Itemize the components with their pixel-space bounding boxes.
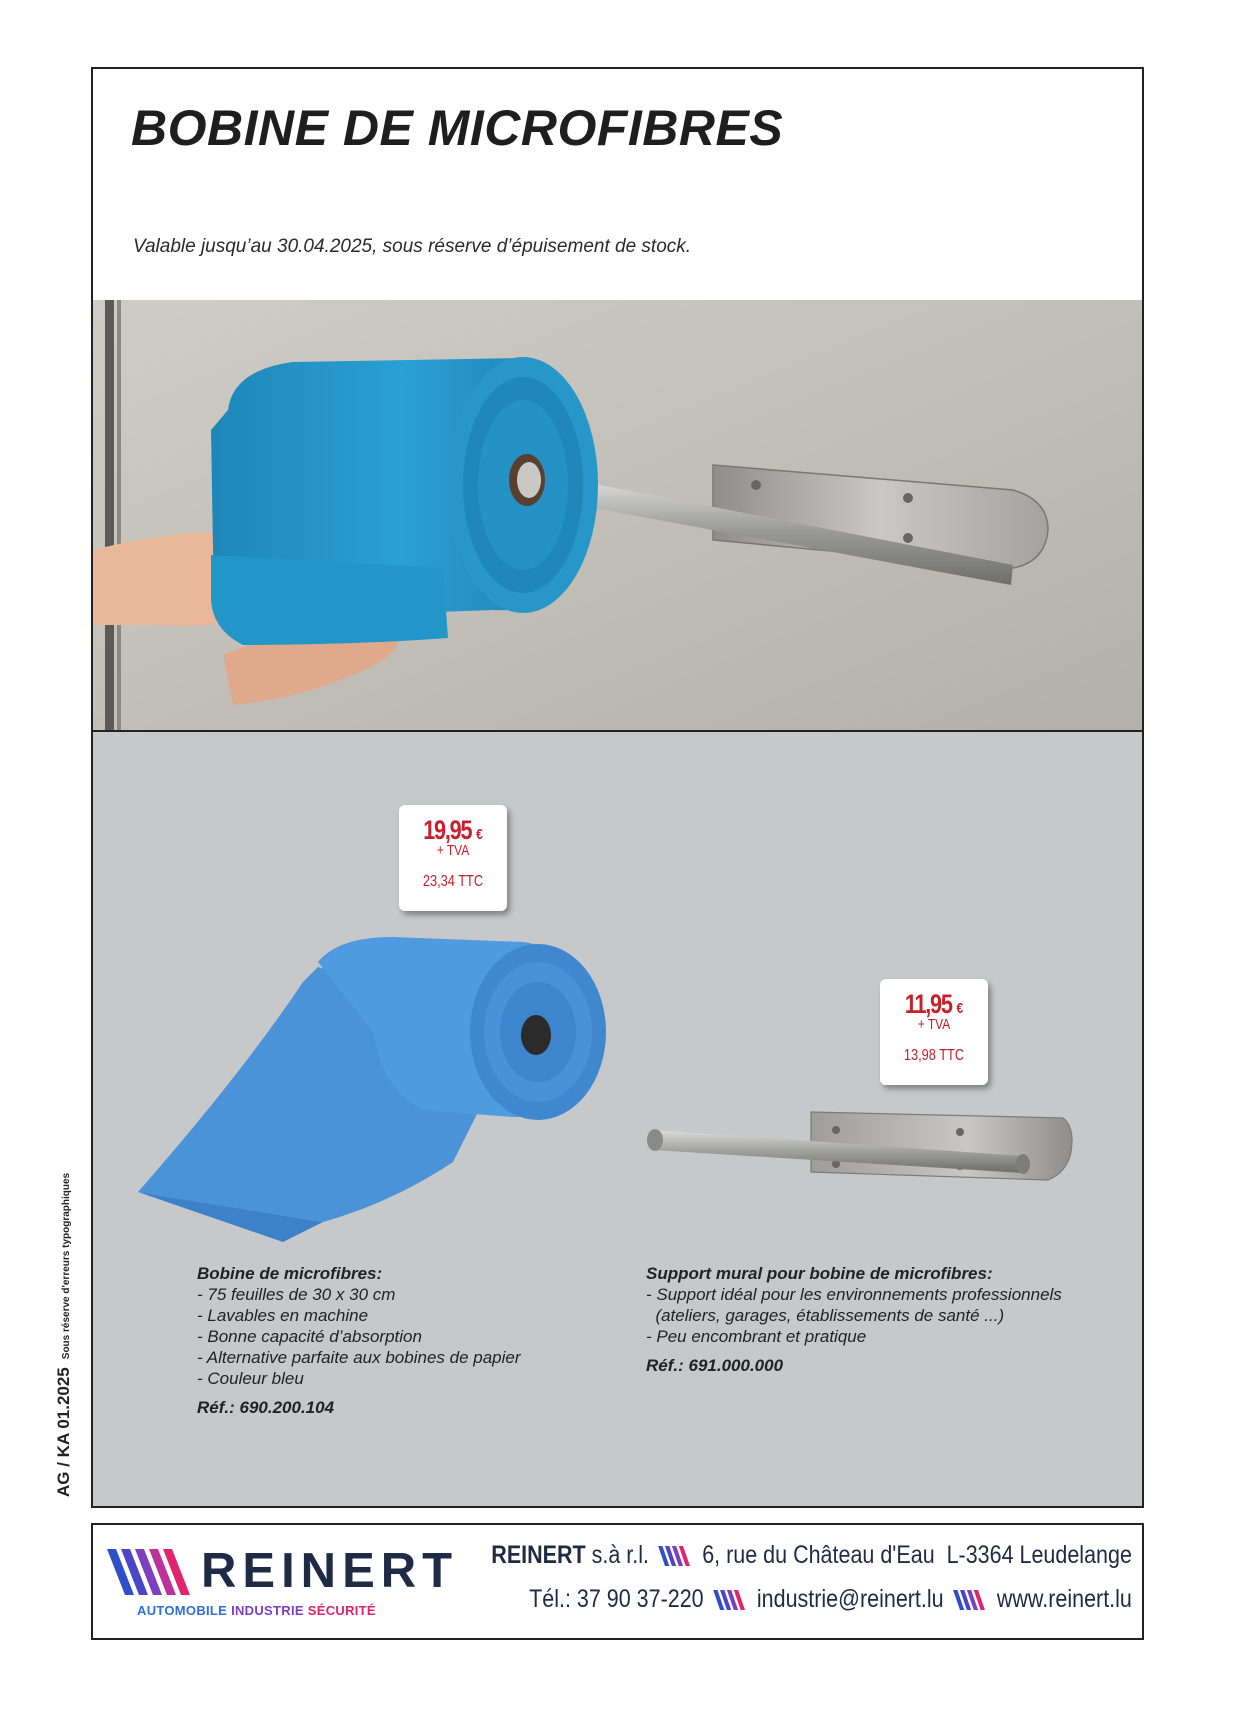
price-roll-vat: + TVA — [436, 842, 470, 859]
description-roll — [197, 1263, 521, 1418]
price-holder-value: 11,95 — [904, 989, 952, 1019]
price-roll-currency: € — [476, 826, 483, 843]
logo-tagline — [137, 1603, 376, 1618]
feature-item: - 75 feuilles de 30 x 30 cm — [197, 1285, 396, 1304]
feature-item: - Support idéal pour les environnements professionnels — [646, 1285, 1062, 1304]
stripe-separator-icon — [659, 1546, 693, 1566]
price-roll-ttc: 23,34 TTC — [422, 873, 484, 890]
feature-item: - Bonne capacité d’absorption — [197, 1327, 422, 1346]
price-holder-ttc: 13,98 TTC — [903, 1047, 965, 1064]
description-holder-heading: Support mural pour bobine de microfibres: — [646, 1264, 993, 1283]
typo-disclaimer: Sous réserve d'erreurs typographiques — [61, 1172, 72, 1360]
validity-note: Valable jusqu’au 30.04.2025, sous réserve d’épuisement de stock. — [133, 236, 692, 257]
feature-item: - Couleur bleu — [197, 1369, 304, 1388]
footer — [91, 1523, 1144, 1640]
company-address: 6, rue du Château d'Eau L-3364 Leudelange — [702, 1541, 1132, 1569]
description-roll-heading: Bobine de microfibres: — [197, 1264, 383, 1283]
price-tag-holder — [880, 979, 988, 1085]
email-link[interactable]: industrie@reinert.lu — [756, 1585, 944, 1613]
stripe-separator-icon — [953, 1590, 987, 1610]
feature-item: - Peu encombrant et pratique — [646, 1327, 867, 1346]
hero-photo — [93, 300, 1142, 732]
company-suffix: s.à r.l. — [591, 1541, 650, 1569]
reinert-logo: REINERT — [201, 1544, 459, 1598]
feature-item: - Lavables en machine — [197, 1306, 369, 1325]
price-holder-currency: € — [956, 1000, 964, 1017]
feature-item: (ateliers, garages, établissements de santé ...) — [646, 1306, 1005, 1325]
tag-securite: SÉCURITÉ — [307, 1603, 376, 1618]
feature-list-roll — [197, 1284, 521, 1389]
price-roll-value: 19,95 — [423, 815, 472, 845]
description-holder — [646, 1263, 1062, 1376]
tag-industrie: INDUSTRIE — [231, 1603, 304, 1618]
phone-number[interactable]: Tél.: 37 90 37-220 — [529, 1585, 704, 1613]
tag-automobile: AUTOMOBILE — [137, 1603, 228, 1618]
price-tag-roll — [399, 805, 507, 911]
header — [93, 69, 1142, 302]
footer-contact-line — [529, 1585, 1132, 1614]
hero-illustration — [93, 300, 1142, 730]
feature-item: - Alternative parfaite aux bobines de papier — [197, 1348, 521, 1367]
reinert-stripes-logo-icon — [107, 1549, 202, 1595]
page-title: BOBINE DE MICROFIBRES — [131, 100, 784, 156]
stripe-separator-icon — [713, 1590, 747, 1610]
company-name: REINERT — [491, 1541, 586, 1569]
flyer-frame — [91, 67, 1144, 1508]
print-code: AG / KA 01.2025 — [54, 1367, 73, 1497]
website-link[interactable]: www.reinert.lu — [996, 1585, 1132, 1613]
feature-list-holder — [646, 1284, 1062, 1347]
side-print-code — [54, 1173, 74, 1497]
footer-address-line — [491, 1541, 1132, 1570]
price-holder-vat: + TVA — [917, 1016, 951, 1033]
products-section — [93, 732, 1142, 1506]
reference-holder: Réf.: 691.000.000 — [646, 1356, 784, 1375]
reference-roll: Réf.: 690.200.104 — [197, 1398, 335, 1417]
